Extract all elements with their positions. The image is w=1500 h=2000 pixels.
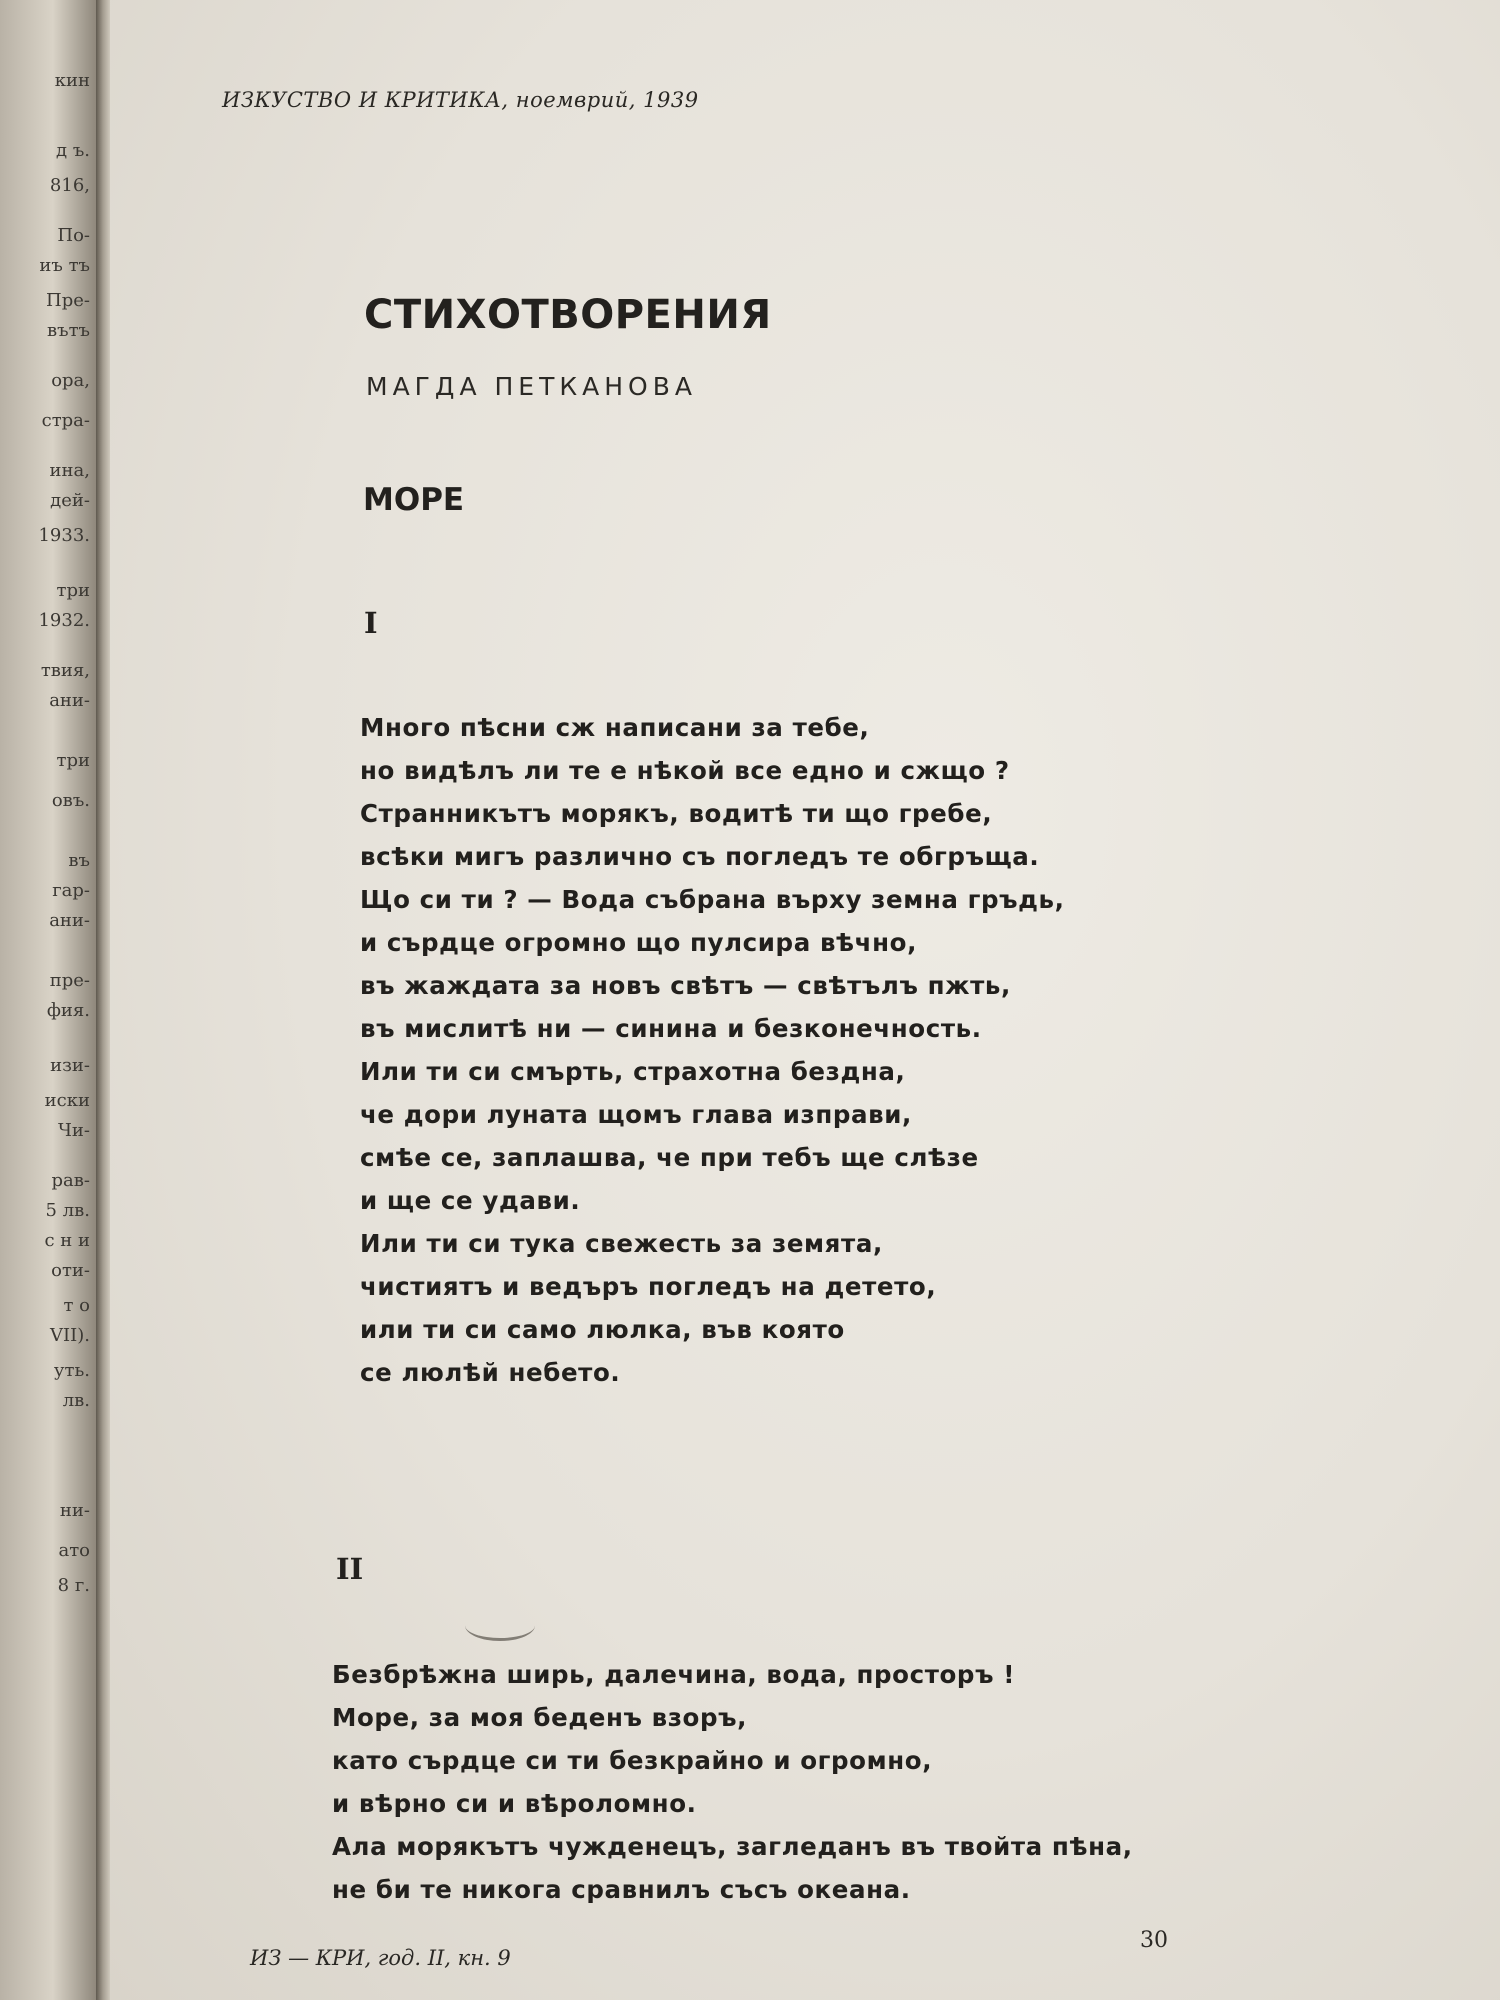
poem-line: не би те никога сравнилъ съсъ океана. — [332, 1875, 911, 1904]
stanza-2 — [332, 1653, 1133, 1911]
poem-line: Ала морякътъ чужденецъ, загледанъ въ твойта пѣна, — [332, 1832, 1133, 1861]
poem-line: и ще се удави. — [360, 1186, 581, 1215]
poem-line: Безбрѣжна ширь, далечина, вода, просторъ ! — [332, 1660, 1015, 1689]
left-page-fragment: три — [56, 750, 90, 771]
left-page-fragment: пре- — [49, 970, 90, 991]
left-page-fragment: ина, — [49, 460, 90, 481]
poem-line: и сърдце огромно що пулсира вѣчно, — [360, 928, 917, 957]
poem-line: Море, за моя беденъ взоръ, — [332, 1703, 748, 1732]
left-page-fragment: фия. — [46, 1000, 90, 1021]
poem-line: се люлѣй небето. — [360, 1358, 621, 1387]
journal-footer: ИЗ — КРИ, год. II, кн. 9 — [250, 1946, 511, 1970]
poem-line: но видѣлъ ли те е нѣкой все едно и сжщо ? — [360, 756, 1010, 785]
stanza-1 — [360, 706, 1065, 1394]
poem-line: че дори луната щомъ глава изправи, — [360, 1100, 912, 1129]
left-page-fragment: ани- — [49, 910, 90, 931]
left-page-fragment: 1933. — [38, 525, 90, 546]
left-page-fragment: ни- — [59, 1500, 90, 1521]
left-page-fragment: ато — [58, 1540, 90, 1561]
poem-line: чистиятъ и ведъръ погледъ на детето, — [360, 1272, 937, 1301]
poem-line: Или ти си смърть, страхотна бездна, — [360, 1057, 906, 1086]
left-page-fragment: кин — [54, 70, 90, 91]
poem-line: като сърдце си ти безкрайно и огромно, — [332, 1746, 933, 1775]
left-page-fragment: VII). — [50, 1325, 90, 1346]
running-head: ИЗКУСТВО И КРИТИКА, ноемврий, 1939 — [222, 88, 699, 112]
poem-line: Що си ти ? — Вода събрана върху земна гръдь, — [360, 885, 1065, 914]
poem-line: и вѣрно си и вѣроломно. — [332, 1789, 697, 1818]
collection-title: СТИХОТВОРЕНИЯ — [364, 292, 772, 338]
ink-smudge — [465, 1610, 535, 1641]
poem-line: Странникътъ морякъ, водитѣ ти що гребе, — [360, 799, 993, 828]
left-page-fragment: дей- — [50, 490, 90, 511]
left-page-fragment: гар- — [52, 880, 90, 901]
poem-line: или ти си само люлка, във която — [360, 1315, 845, 1344]
adjacent-page-edge — [0, 0, 96, 2000]
poem-line: Или ти си тука свежесть за земята, — [360, 1229, 883, 1258]
left-page-fragment: Пре- — [46, 290, 90, 311]
left-page-fragment: вътъ — [47, 320, 90, 341]
poem-line: въ мислитѣ ни — синина и безконечность. — [360, 1014, 982, 1043]
left-page-fragment: въ — [68, 850, 90, 871]
left-page-fragment: ани- — [49, 690, 90, 711]
poem-line: Много пѣсни сж написани за тебе, — [360, 713, 870, 742]
left-page-fragment: 816, — [49, 175, 90, 196]
left-page-fragment: с н и — [44, 1230, 90, 1251]
left-page-fragment: 8 г. — [57, 1575, 90, 1596]
left-page-fragment: 5 лв. — [45, 1200, 90, 1221]
left-page-fragment: рав- — [51, 1170, 90, 1191]
left-page-fragment: оти- — [51, 1260, 90, 1281]
left-page-fragment: изи- — [50, 1055, 90, 1076]
left-page-fragment: иъ тъ — [39, 255, 90, 276]
poem-title: МОРЕ — [363, 482, 465, 518]
section-number-2: II — [336, 1552, 364, 1586]
left-page-fragment: стра- — [41, 410, 90, 431]
author-name: МАГДА ПЕТКАНОВА — [366, 372, 697, 401]
left-page-fragment: лв. — [62, 1390, 90, 1411]
left-page-fragment: уть. — [53, 1360, 90, 1381]
left-page-fragment: 1932. — [38, 610, 90, 631]
book-page — [110, 0, 1500, 2000]
left-page-fragment: овъ. — [51, 790, 90, 811]
page-number: 30 — [1140, 1928, 1168, 1953]
left-page-fragment: ора, — [51, 370, 90, 391]
left-page-fragment: три — [56, 580, 90, 601]
left-page-fragment: По- — [57, 225, 90, 246]
poem-line: всѣки мигъ различно съ погледъ те обгръща. — [360, 842, 1040, 871]
poem-line: въ жаждата за новъ свѣтъ — свѣтълъ пжть, — [360, 971, 1011, 1000]
poem-line: смѣе се, заплашва, че при тебъ ще слѣзе — [360, 1143, 979, 1172]
left-page-fragment: иски — [44, 1090, 90, 1111]
left-page-fragment: Чи- — [58, 1120, 90, 1141]
section-number-1: I — [364, 606, 378, 640]
left-page-fragment: д ъ. — [56, 140, 90, 161]
left-page-fragment: т о — [63, 1295, 90, 1316]
left-page-fragment: твия, — [40, 660, 90, 681]
book-gutter — [96, 0, 110, 2000]
